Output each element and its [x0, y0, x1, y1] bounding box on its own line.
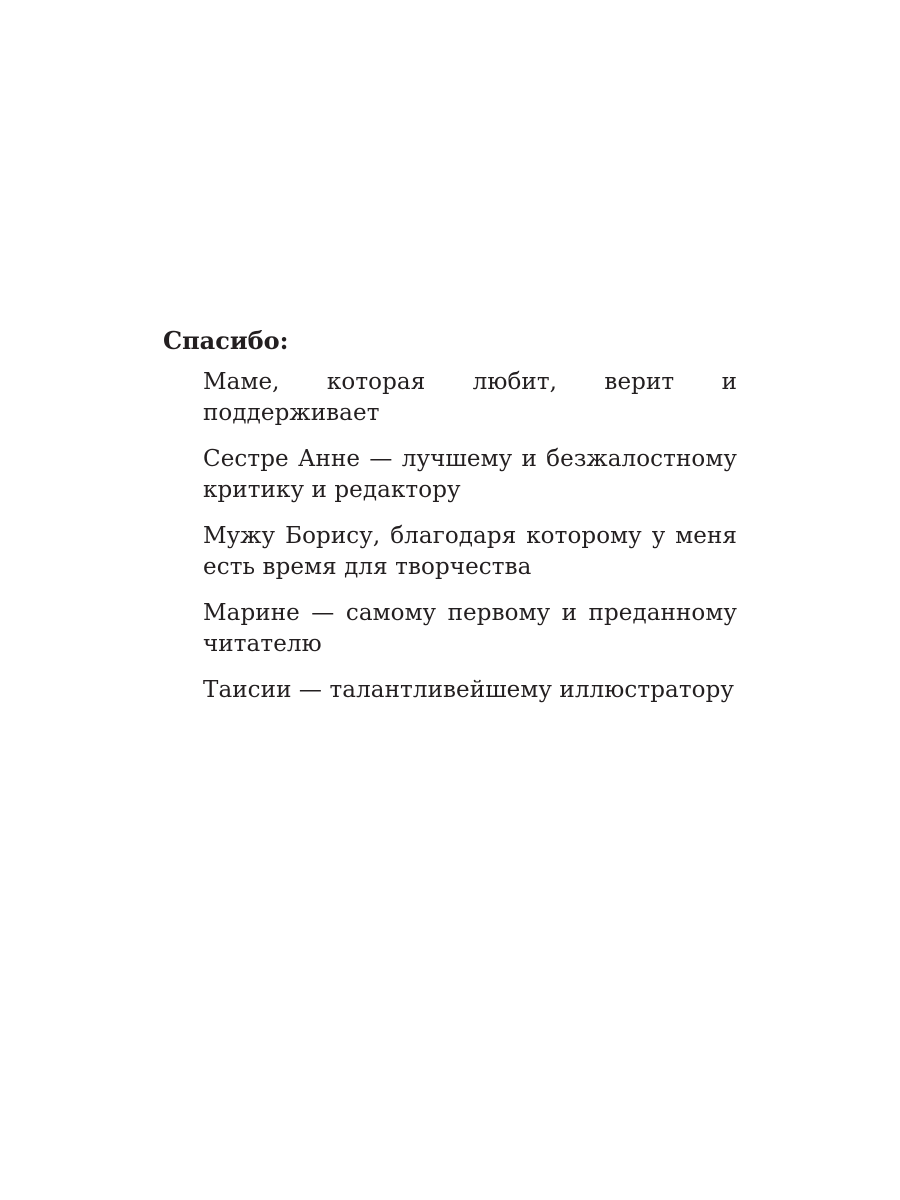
acknowledgement-item: Марине — самому первому и преданному читателю [203, 600, 737, 657]
acknowledgements [163, 323, 737, 721]
acknowledgement-item: Сестре Анне — лучшему и безжалостному критику и редактору [203, 446, 737, 503]
acknowledgement-item: Таисии — талантливейшему иллюстратору [203, 677, 735, 703]
acknowledgement-item: Мужу Борису, благодаря которому у меня есть время для творчества [203, 523, 737, 580]
acknowledgement-item: Маме, которая любит, верит и поддерживает [203, 369, 737, 426]
acknowledgements-list [163, 367, 737, 706]
acknowledgements-heading: Спасибо: [163, 326, 289, 355]
